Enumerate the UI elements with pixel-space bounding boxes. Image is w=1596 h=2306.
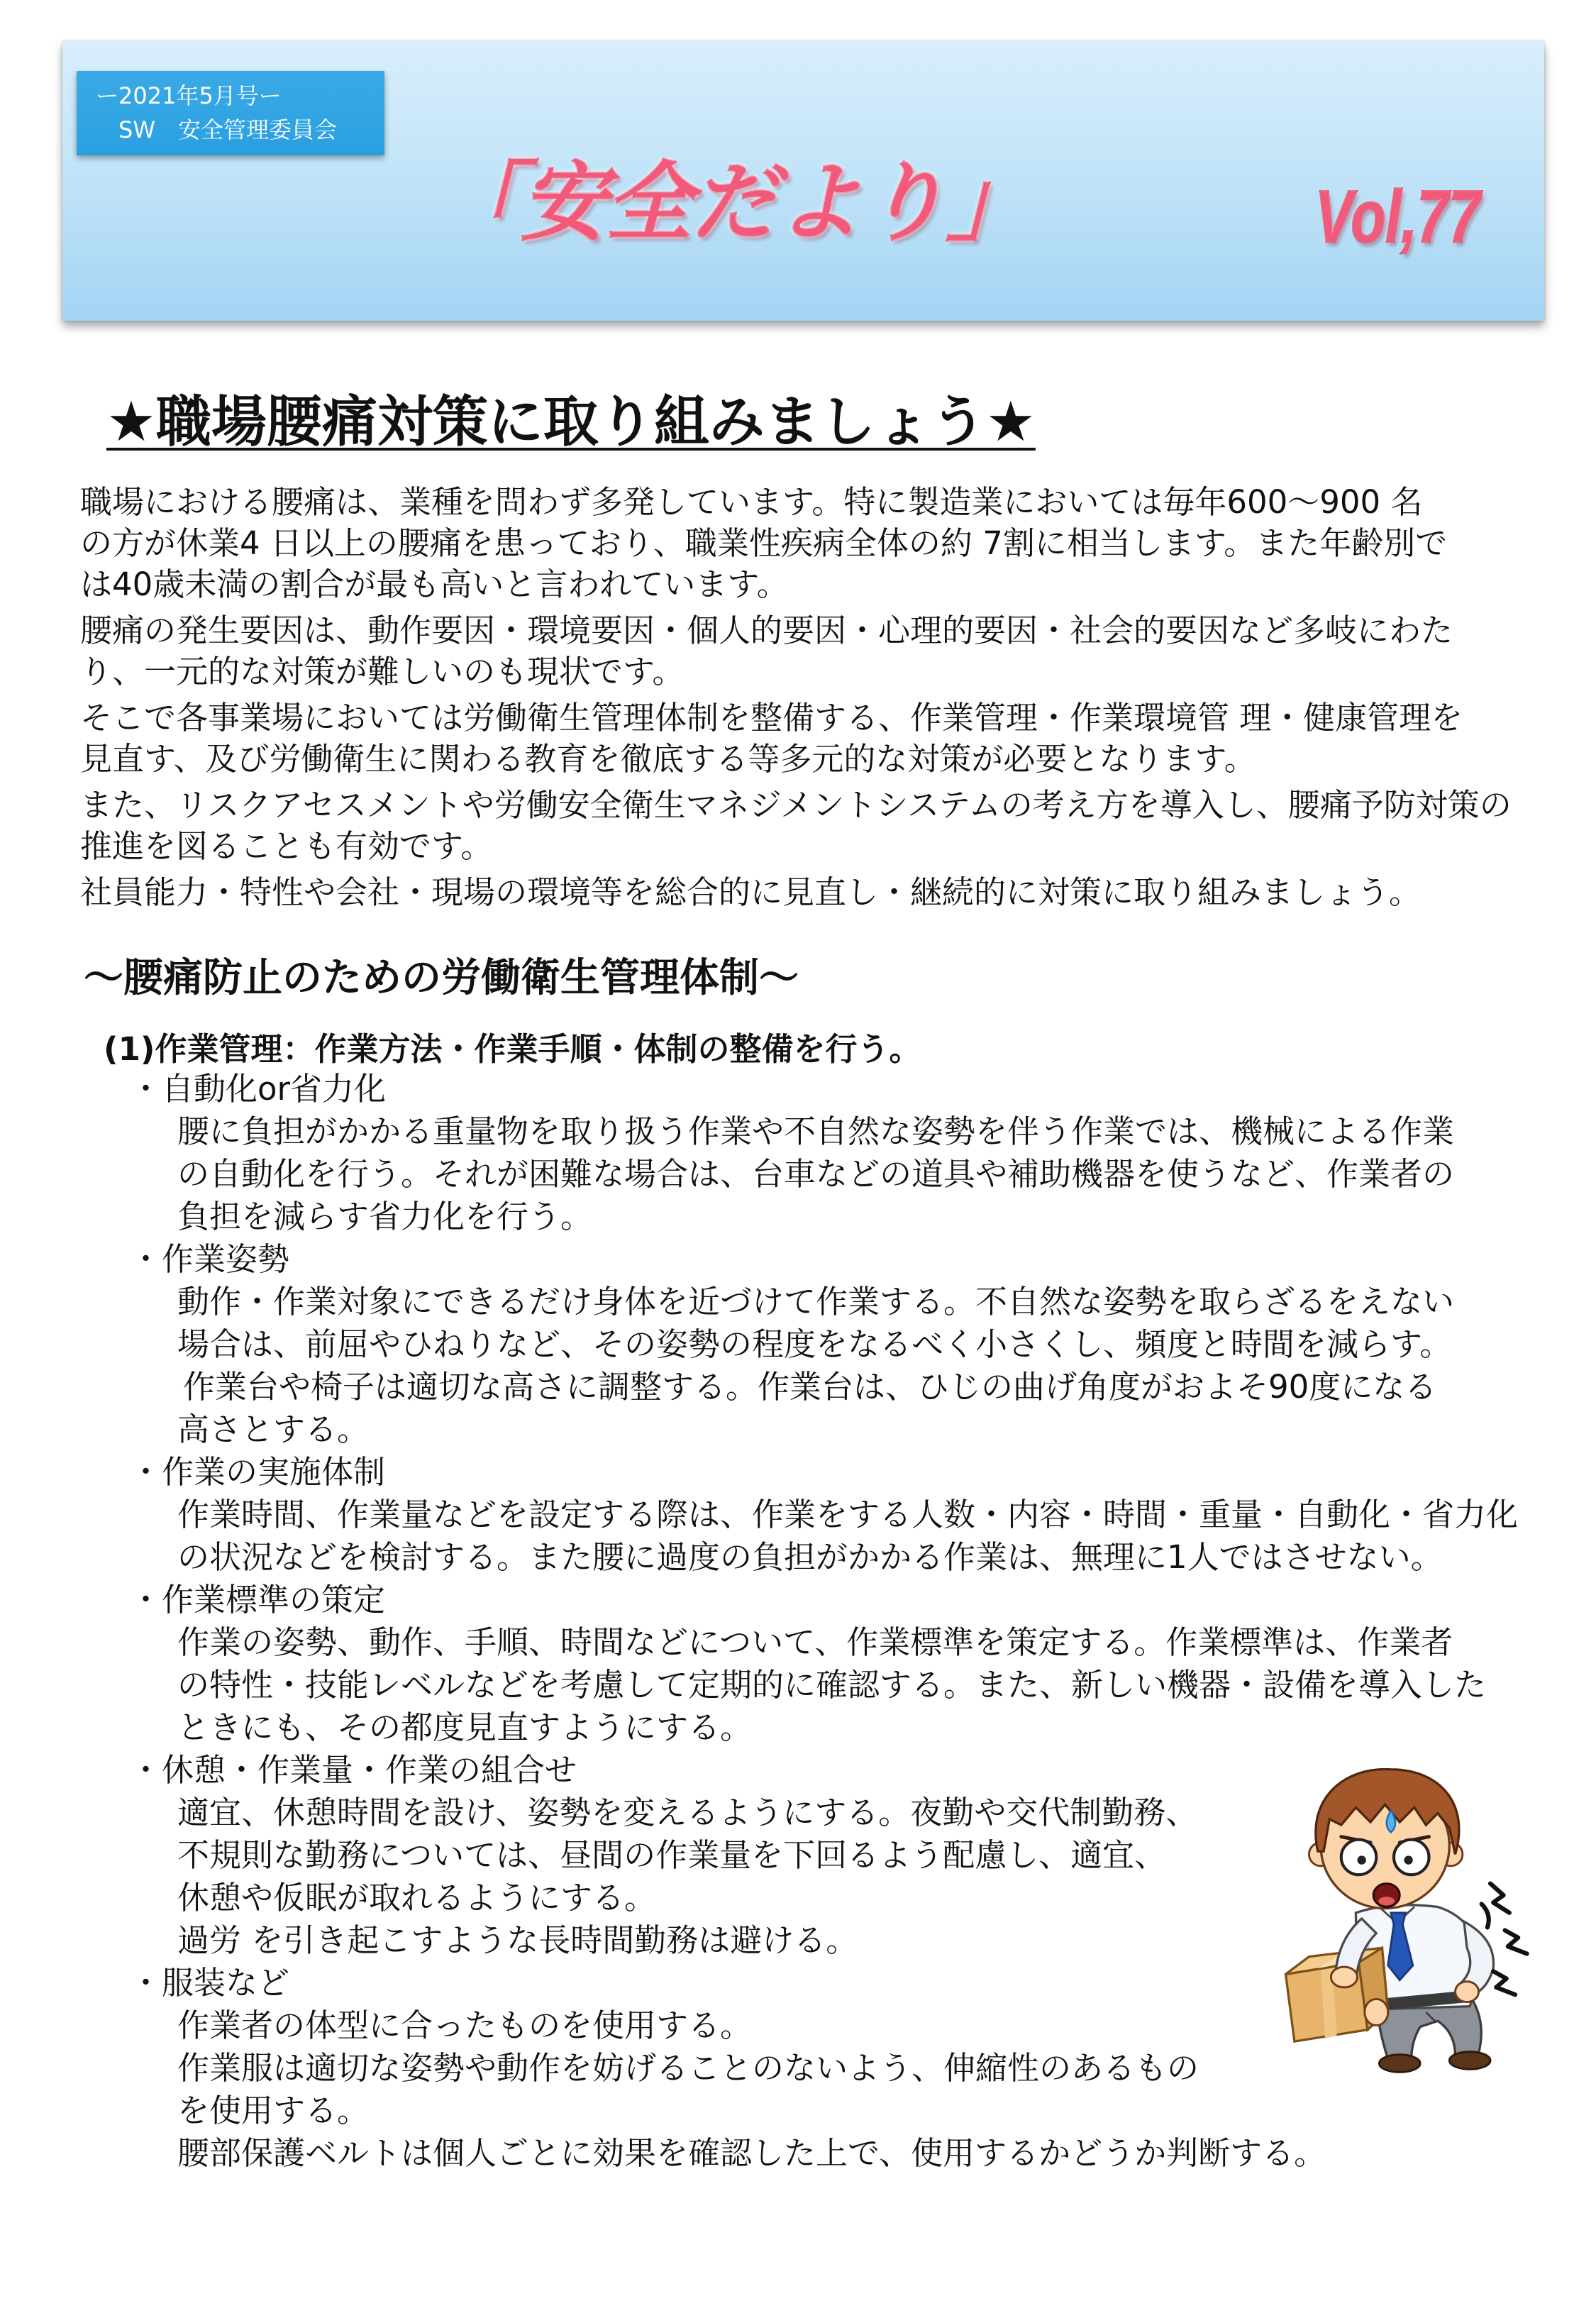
item-text-line: 作業服は適切な姿勢や動作を妨げることのないよう、伸縮性のあるもの <box>177 2049 1199 2087</box>
item-text-line: 作業台や椅子は適切な高さに調整する。作業台は、ひじの曲げ角度がおよそ90度になる <box>183 1368 1437 1406</box>
item-text-line: ときにも、その都度見直すようにする。 <box>177 1709 753 1746</box>
intro-paragraph <box>80 785 1512 867</box>
item-text-line: 作業の姿勢、動作、手順、時間などについて、作業標準を策定する。作業標準は、作業者 <box>177 1623 1453 1661</box>
item-text-line: 負担を減らす省力化を行う。 <box>177 1198 593 1235</box>
item-label: ・作業標準の策定 <box>130 1581 386 1618</box>
list-item <box>130 1451 1518 1579</box>
text-line: の方が休業4 日以上の腰痛を患っており、職業性疾病全体の約 7割に相当します。また年齢別で <box>80 524 1448 562</box>
worker-illustration <box>1274 1759 1537 2077</box>
text-line: は40歳未満の割合が最も高いと言われています。 <box>80 566 789 603</box>
issue-date: ー2021年5月号ー <box>96 82 282 109</box>
text-line: そこで各事業場においては労働衛生管理体制を整備する、作業管理・作業環境管 理・健康管理を <box>80 699 1463 737</box>
text-line: 腰痛の発生要因は、動作要因・環境要因・個人的要因・心理的要因・社会的要因など多岐にわた <box>80 612 1453 649</box>
text-line: 推進を図ることも有効です。 <box>80 827 493 865</box>
item-label: ・作業姿勢 <box>130 1240 290 1278</box>
item-text-line: 場合は、前屈やひねりなど、その姿勢の程度をなるべく小さくし、頻度と時間を減らす。 <box>177 1325 1452 1363</box>
item-label: ・自動化or省力化 <box>130 1070 387 1108</box>
item-text-line: 過労 を引き起こすような長時間勤務は避ける。 <box>177 1921 858 1959</box>
item-text-line: 腰に負担がかかる重量物を取り扱う作業や不自然な姿勢を伴う作業では、機械による作業 <box>177 1113 1455 1150</box>
text-line: また、リスクアセスメントや労働安全衛生マネジメントシステムの考え方を導入し、腰痛予防対策の <box>80 786 1512 824</box>
item-text-line: の状況などを検討する。また腰に過度の負担がかかる作業は、無理に1人ではさせない。 <box>177 1538 1443 1576</box>
item-label: ・服装など <box>130 1964 290 2002</box>
committee-name: SW 安全管理委員会 <box>118 116 337 143</box>
item-text-line: 動作・作業対象にできるだけ身体を近づけて作業する。不自然な姿勢を取らざるをえない <box>177 1283 1455 1320</box>
newsletter-title: 「安全だより」 <box>436 154 1032 253</box>
item-text-line: 不規則な勤務については、昼間の作業量を下回るよう配慮し、適宜、 <box>177 1836 1167 1874</box>
item-text-line: 休憩や仮眠が取れるようにする。 <box>177 1879 657 1916</box>
issue-badge <box>77 71 384 155</box>
item-label: ・休憩・作業量・作業の組合せ <box>130 1751 577 1789</box>
text-line: 見直す、及び労働衛生に関わる教育を徹底する等多元的な対策が必要となります。 <box>80 740 1256 778</box>
text-line: 職場における腰痛は、業種を問わず多発しています。特に製造業においては毎年600～900 名 <box>80 483 1423 521</box>
intro-paragraph <box>80 872 1512 913</box>
list-item <box>130 1238 1518 1451</box>
item-text-line: を使用する。 <box>177 2092 370 2129</box>
item-text-line: 作業時間、作業量などを設定する際は、作業をする人数・内容・時間・重量・自動化・省力化 <box>177 1496 1519 1533</box>
worker-back-pain-icon <box>1274 1759 1537 2077</box>
section-subheading: (1)作業管理：作業方法・作業手順・体制の整備を行う。 <box>104 1030 921 1068</box>
item-label: ・作業の実施体制 <box>130 1453 386 1491</box>
intro-paragraph <box>80 610 1512 693</box>
newsletter-header <box>62 41 1544 321</box>
text-line: 社員能力・特性や会社・現場の環境等を総合的に見直し・継続的に対策に取り組みましょう。 <box>80 873 1422 911</box>
item-text-line: の自動化を行う。それが困難な場合は、台車などの道具や補助機器を使うなど、作業者の <box>177 1155 1455 1193</box>
shoes <box>1379 2052 1490 2073</box>
item-text-line: の特性・技能レベルなどを考慮して定期的に確認する。また、新しい機器・設備を導入した <box>177 1666 1487 1704</box>
item-text-line: 腰部保護ベルトは個人ごとに効果を確認した上で、使用するかどうか判断する。 <box>177 2134 1326 2172</box>
item-text-line: 作業者の体型に合ったものを使用する。 <box>177 2007 753 2044</box>
text-line: り、一元的な対策が難しいのも現状です。 <box>80 653 685 690</box>
intro-text <box>80 482 1512 913</box>
item-text-line: 適宜、休憩時間を設け、姿勢を変えるようにする。夜勤や交代制勤務、 <box>177 1794 1198 1831</box>
page-headline: ★職場腰痛対策に取り組みましょう★ <box>106 390 1036 454</box>
volume-number: Vol,77 <box>1315 175 1480 258</box>
section-heading: ～腰痛防止のための労働衛生管理体制～ <box>84 955 799 1001</box>
intro-paragraph <box>80 697 1512 780</box>
item-text-line: 高さとする。 <box>177 1411 370 1448</box>
worker-head <box>1309 1770 1462 1909</box>
intro-paragraph <box>80 482 1512 605</box>
list-item <box>130 1579 1518 1749</box>
list-item <box>130 1068 1518 1238</box>
